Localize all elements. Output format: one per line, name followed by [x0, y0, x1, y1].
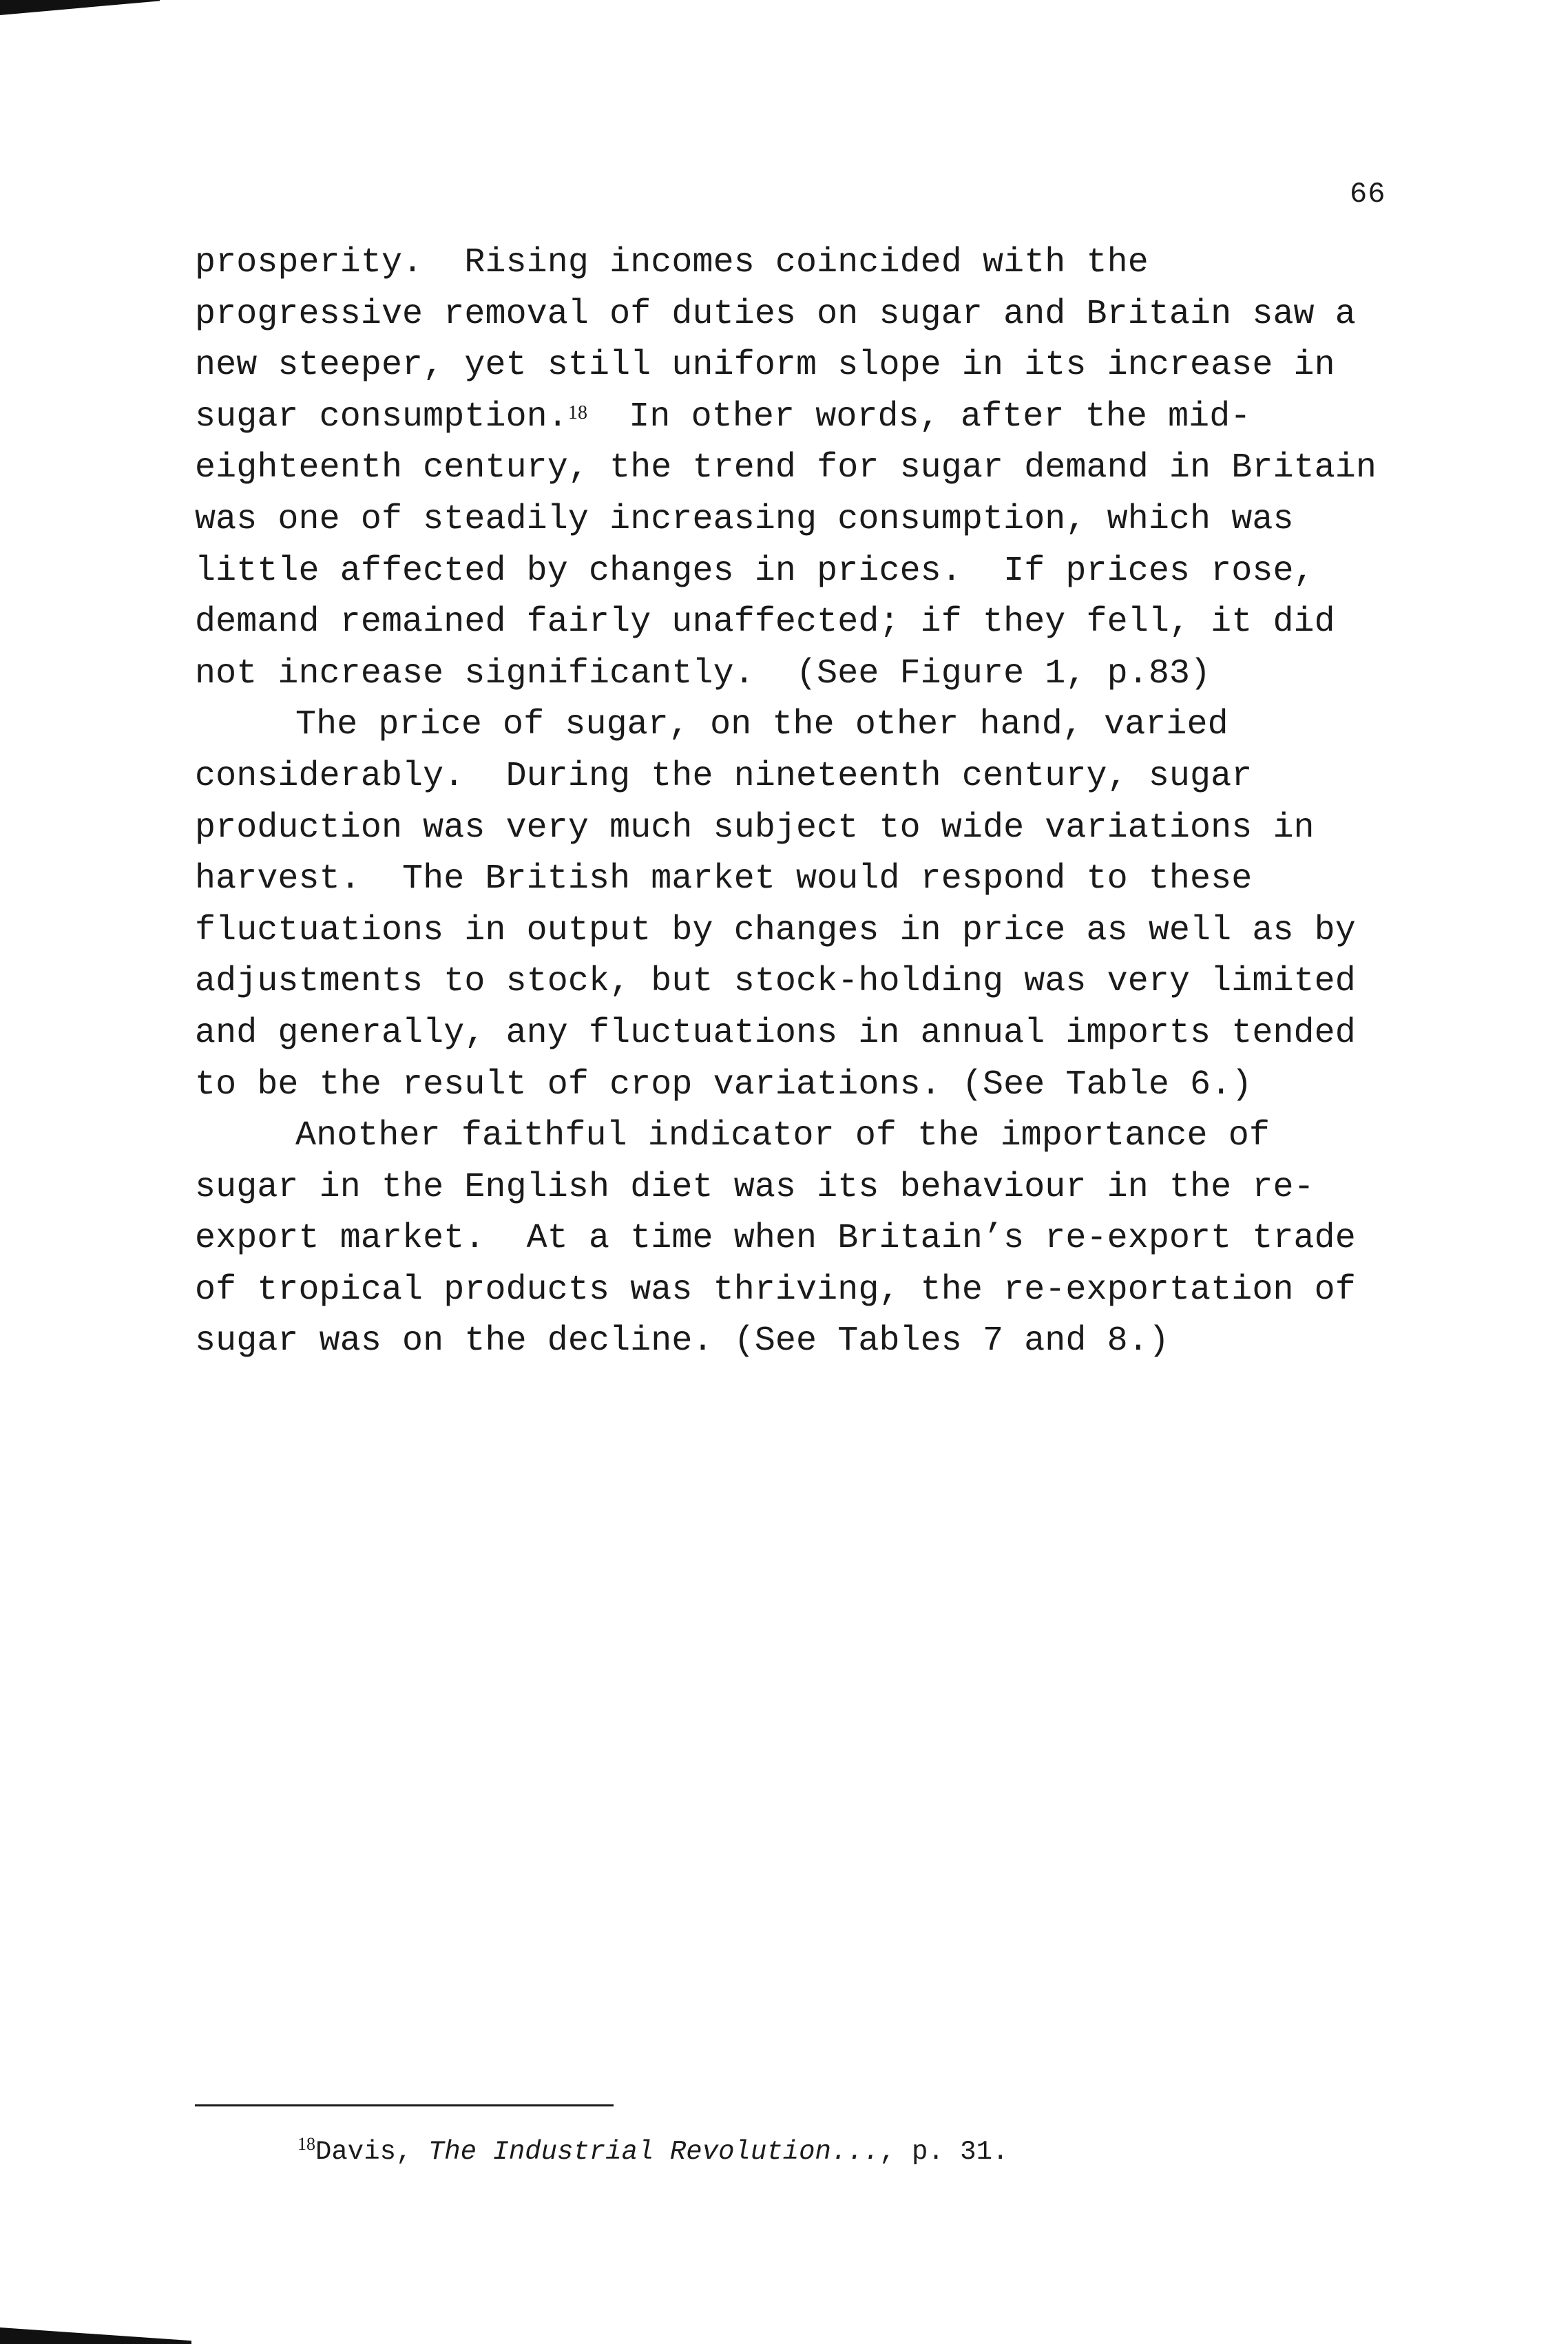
text-line: was one of steadily increasing consumption, which was [195, 499, 1294, 539]
text-line: to be the result of crop variations. (See Table 6.) [195, 1065, 1253, 1105]
text-line: eighteenth century, the trend for sugar demand in Britain [195, 448, 1377, 488]
footnote-title: The Industrial Revolution... [428, 2137, 880, 2167]
text-line: demand remained fairly unaffected; if they fell, it did [195, 603, 1335, 642]
text-line: sugar was on the decline. (See Tables 7 and 8.) [195, 1321, 1169, 1361]
footnote-page: , p. 31. [879, 2137, 1009, 2167]
text-line: fluctuations in output by changes in price as well as by [195, 910, 1356, 950]
text-line: considerably. During the nineteenth century, sugar [195, 756, 1253, 796]
footnote-reference: 18 [567, 401, 588, 423]
paragraph-1 [195, 238, 1407, 700]
text-line: harvest. The British market would respond to these [195, 859, 1253, 899]
text-line: prosperity. Rising incomes coincided with the [195, 243, 1149, 282]
text-line: Another faithful indicator of the importance of [295, 1116, 1270, 1156]
paragraph-2 [195, 700, 1407, 1111]
scan-edge-mark-bottom [0, 2327, 191, 2344]
text-segment: sugar consumption. [195, 397, 568, 437]
text-line: sugar in the English diet was its behaviour in the re- [195, 1167, 1315, 1207]
text-line: progressive removal of duties on sugar and Britain saw a [195, 294, 1356, 334]
paragraph-3 [195, 1111, 1407, 1368]
text-line: The price of sugar, on the other hand, varied [295, 705, 1229, 745]
text-line: adjustments to stock, but stock-holding was very limited [195, 962, 1356, 1002]
scan-edge-mark-top [0, 0, 160, 15]
footnote-divider [195, 2104, 614, 2106]
text-line-with-footnote [195, 392, 1407, 443]
text-line: little affected by changes in prices. If prices rose, [195, 551, 1315, 591]
text-segment: In other words, after the mid- [587, 397, 1251, 437]
page-number: 66 [1350, 178, 1386, 211]
text-line: not increase significantly. (See Figure 1, p.83) [195, 653, 1211, 693]
text-line: of tropical products was thriving, the re-exportation of [195, 1270, 1356, 1310]
text-line: export market. At a time when Britain’s re-export trade [195, 1219, 1356, 1259]
footnote-author: Davis, [315, 2137, 428, 2167]
body-text [195, 238, 1407, 1368]
text-line: and generally, any fluctuations in annual imports tended [195, 1013, 1356, 1053]
footnote-marker: 18 [297, 2134, 315, 2154]
footnote [297, 2134, 1009, 2167]
text-line: new steeper, yet still uniform slope in its increase in [195, 346, 1335, 386]
text-line: production was very much subject to wide variations in [195, 808, 1315, 848]
